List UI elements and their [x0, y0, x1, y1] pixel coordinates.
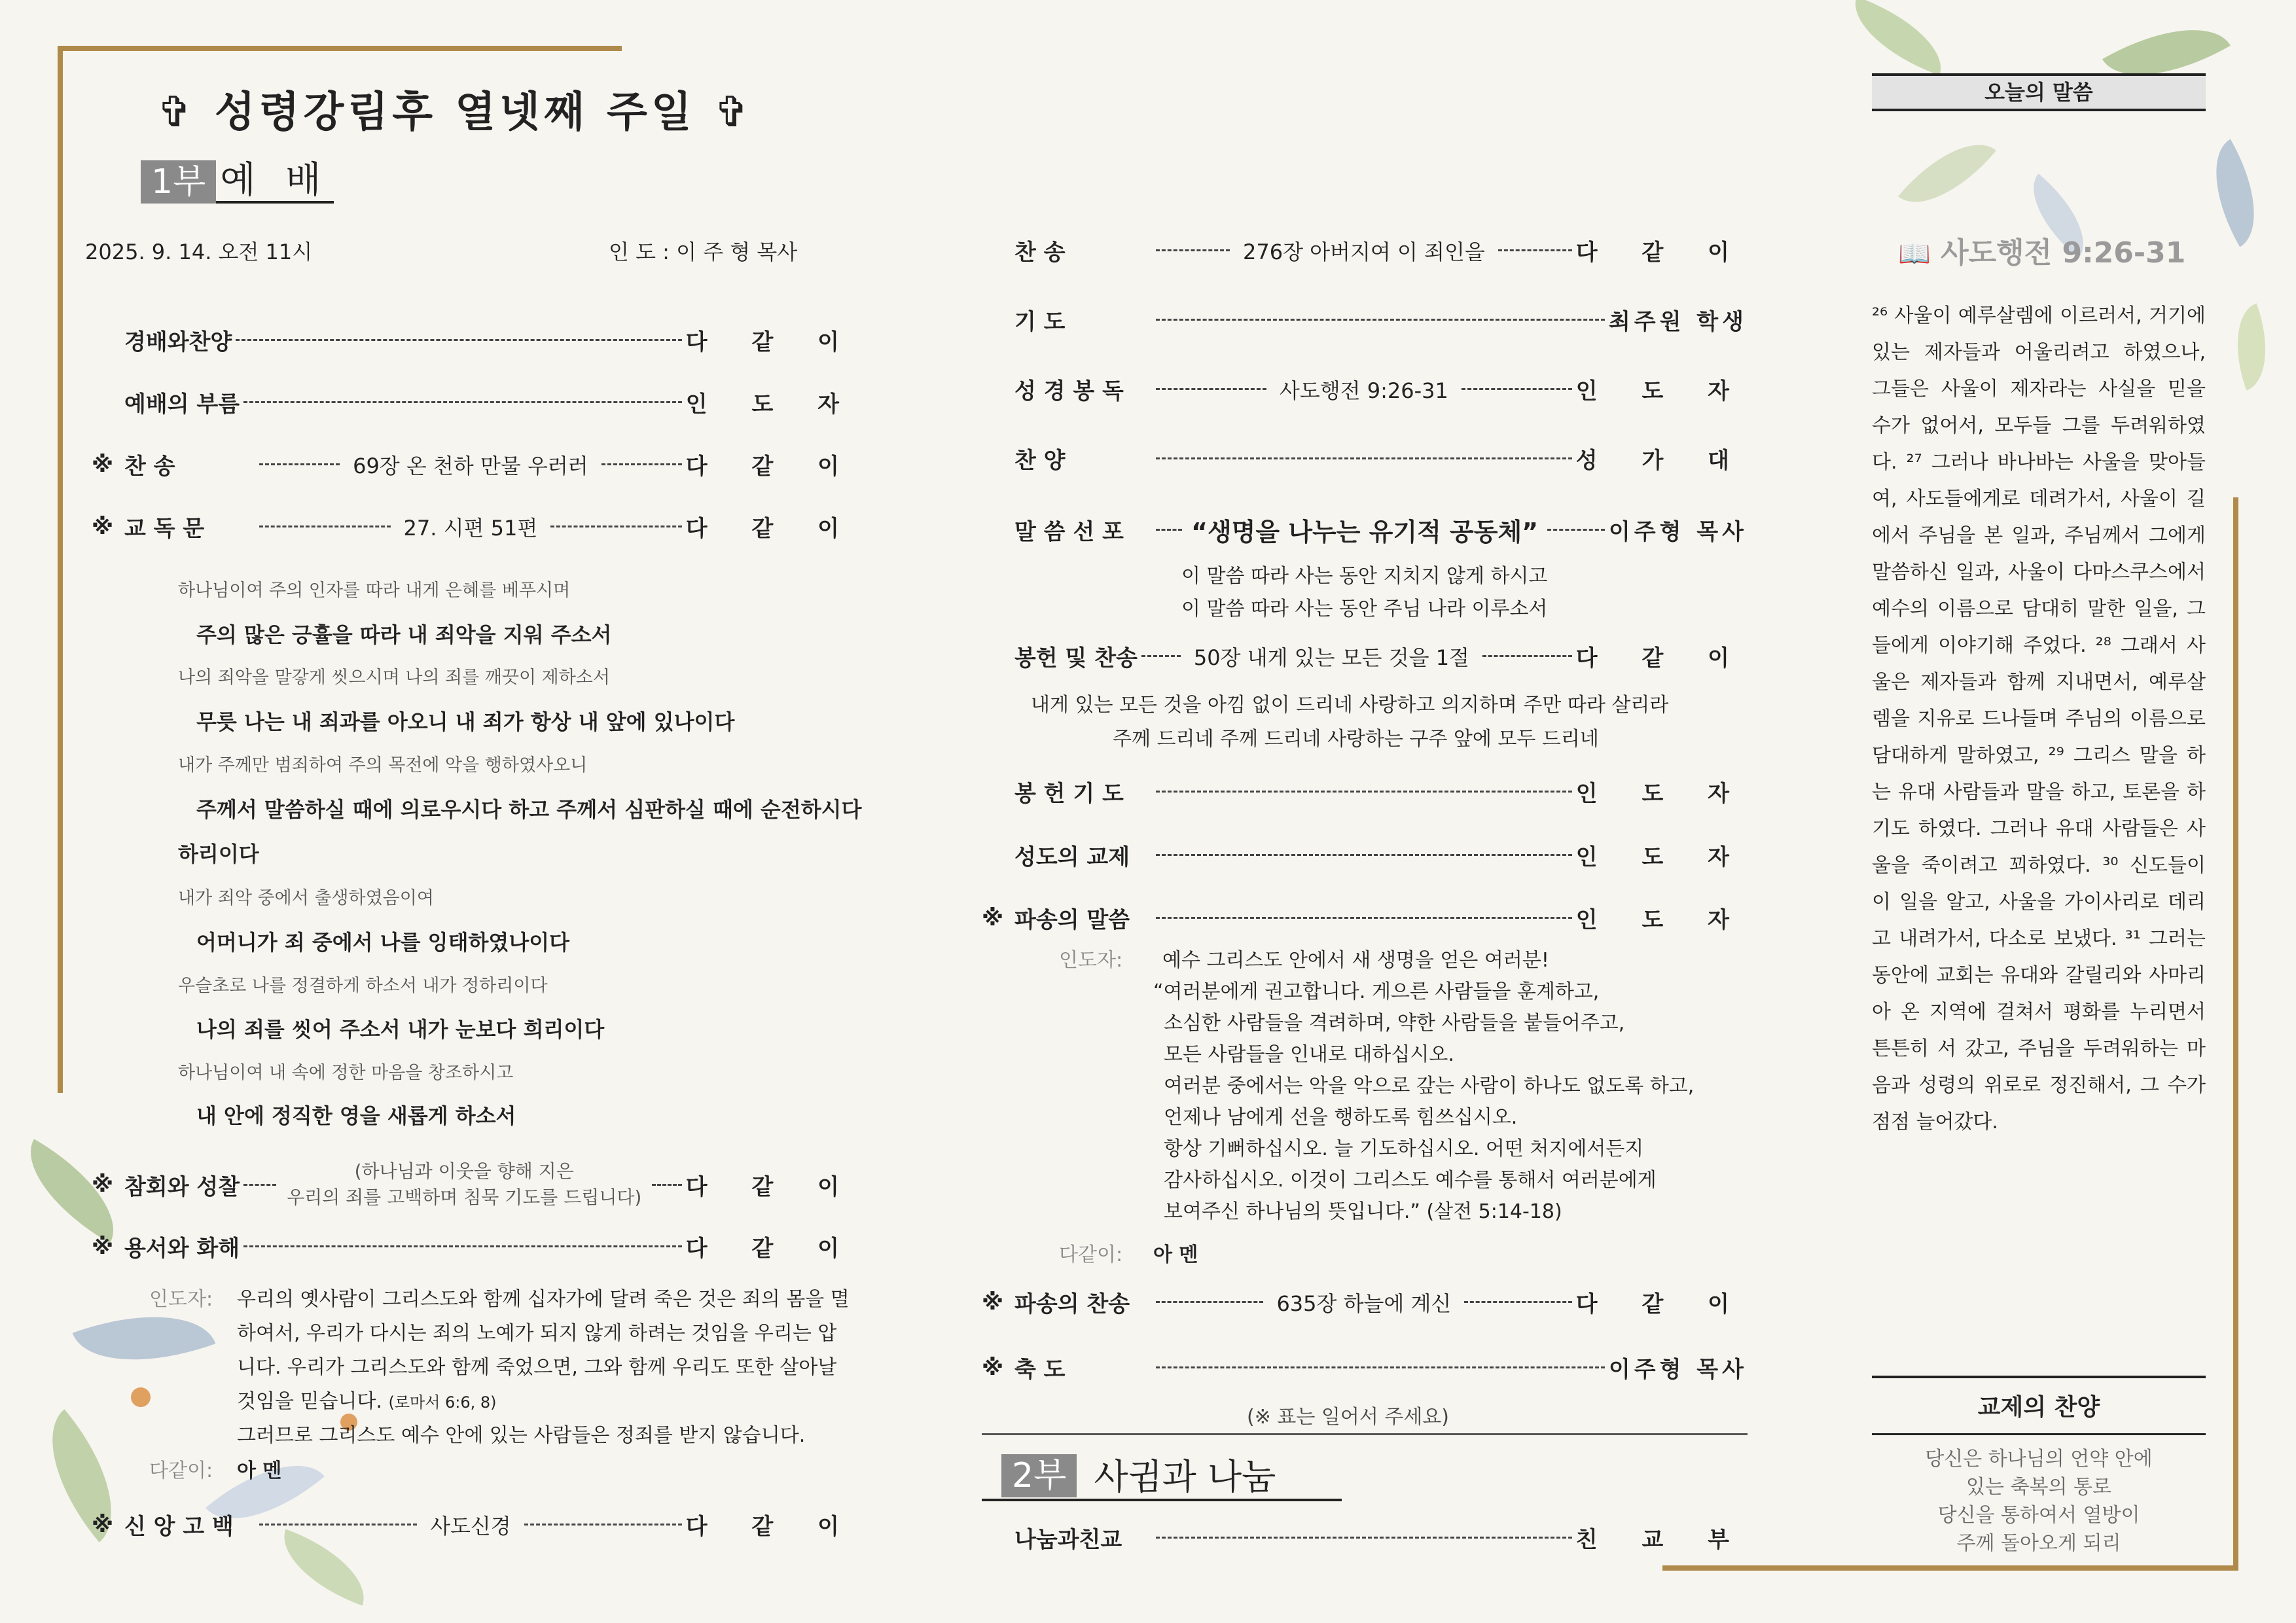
- section2-underline: [982, 1499, 1342, 1501]
- reading-people-line: 무릇 나는 내 죄과를 아오니 내 죄가 항상 내 앞에 있나이다: [196, 709, 735, 734]
- leader-dots: [1156, 854, 1572, 856]
- leader-dots: [1156, 1301, 1263, 1303]
- hymn-line: 당신은 하나님의 언약 안에: [1925, 1448, 2153, 1471]
- row-who: 최주원 학생: [1608, 309, 1748, 335]
- reading-leader-line: 내가 죄악 중에서 출생하였음이여: [178, 888, 434, 908]
- row-who: 다 같 이: [685, 1236, 857, 1262]
- reading-people-line: 주께서 말씀하실 때에 의로우시다 하고 주께서 심판하실 때에 순전하시다: [196, 797, 862, 822]
- leader-dots: [1156, 529, 1182, 531]
- row-mark: ※: [92, 513, 114, 540]
- leader-dots: [1141, 655, 1181, 657]
- reading-leader-line: 우슬초로 나를 정결하게 하소서 내가 정하리이다: [178, 976, 548, 996]
- hymn-line: 당신을 통하여서 열방이: [1937, 1504, 2140, 1527]
- repent-note: [280, 1158, 648, 1211]
- hymn-lyrics: [1872, 1445, 2206, 1558]
- row-who: 인 도 자: [1575, 907, 1748, 933]
- service-date: 2025. 9. 14. 오전 11시: [85, 240, 313, 264]
- row-label: 봉 헌 기 도: [1014, 781, 1124, 807]
- leader-dots: [1464, 1301, 1571, 1303]
- row-who: 이주형 목사: [1608, 1357, 1748, 1383]
- row-middle: 27. 시편 51편: [403, 515, 538, 541]
- reading-leader-line: 내가 주께만 범죄하여 주의 목전에 악을 행하였사오니: [178, 755, 588, 776]
- forgive-line: 것임을 믿습니다.: [237, 1390, 382, 1413]
- sending-line: “여러분에게 권고합니다. 게으른 사람들을 훈계하고,: [1153, 980, 1600, 1003]
- row-middle: 635장 하늘에 계신: [1276, 1291, 1452, 1316]
- leader-dots: [1498, 249, 1572, 251]
- sending-line: 감사하십시오. 이것이 그리스도 예수를 통해서 여러분에게: [1164, 1169, 1657, 1192]
- row-who: 인 도 자: [685, 391, 857, 418]
- row-label: 예배의 부름: [124, 391, 240, 418]
- row-mark: ※: [92, 1511, 114, 1538]
- leader-dots: [259, 1524, 417, 1525]
- frame-right-line: [2233, 497, 2238, 1571]
- order-row: [92, 510, 857, 543]
- leader-dots: [243, 1245, 682, 1247]
- row-label: 교 독 문: [124, 516, 205, 542]
- section1-header: [141, 160, 334, 204]
- row-who: 인 도 자: [1575, 844, 1748, 870]
- sermon-title: “생명을 나누는 유기적 공동체”: [1191, 518, 1539, 546]
- row-label: 나눔과친교: [1014, 1527, 1122, 1553]
- leader-dots: [1156, 388, 1266, 390]
- row-who: 다 같 이: [685, 1514, 857, 1540]
- sending-line: 항상 기뻐하십시오. 늘 기도하십시오. 어떤 처지에서든지: [1164, 1137, 1644, 1160]
- leaf-shape: [131, 1387, 151, 1407]
- leaf-shape: [1841, 0, 1955, 75]
- order-row: [982, 1286, 1748, 1318]
- row-middle: 사도행전 9:26-31: [1279, 378, 1448, 403]
- row-who: 친 교 부: [1575, 1527, 1748, 1553]
- row-label: 용서와 화해: [124, 1236, 240, 1262]
- hymn-header: 교제의 찬양: [1977, 1394, 2100, 1421]
- frame-top-line: [58, 46, 622, 51]
- row-label: 파송의 말씀: [1014, 907, 1130, 933]
- order-row: [92, 1508, 857, 1541]
- sending-line: 소심한 사람들을 격려하며, 약한 사람들을 붙들어주고,: [1164, 1012, 1625, 1035]
- leader-dots: [1156, 1366, 1605, 1368]
- row-label: 참회와 성찰: [124, 1173, 240, 1200]
- row-who: 다 같 이: [685, 1173, 857, 1200]
- leader-dots: [524, 1524, 682, 1525]
- leaf-shape: [1898, 121, 1996, 226]
- stand-note: (※ 표는 일어서 주세요): [1247, 1406, 1449, 1429]
- section2-badge: 2부: [1001, 1454, 1077, 1497]
- row-who: 다 같 이: [685, 516, 858, 542]
- order-row: [982, 442, 1748, 474]
- forgive-amen: 아 멘: [237, 1459, 282, 1482]
- row-label: 파송의 찬송: [1014, 1291, 1130, 1317]
- forgive-line-with-ref: [237, 1385, 497, 1419]
- scripture-text: ²⁶ 사울이 예루살렘에 이르러서, 거기에 있는 제자들과 어울리려고 하였으나, 그들은 사울이 제자라는 사실을 믿을 수가 없어서, 모두들 그를 두려워하였다. ²⁷ 그러나 바나바는 사울을 맞아들여, 사도들에게로 데려가서, 사울이 길에서 주님을 본 일과, 주님께서 그에게 말씀하신 일과, 사울이 다마스쿠스에서 예수의 이름으로 담대히 말한 일을, 그들에게 이야기해 주었다. ²⁸ 그래서 사울은 제자들과 함께 지내면서, 예루살렘을 지유로 드나들며 주님의 이름으로 담대하게 말하였고, ²⁹ 그리스 말을 하는 유대 사람들과 말을 하고, 토론을 하기도 하였다. 그러나 유대 사람들은 사울을 죽이려고 꾀하였다. ³⁰ 신도들이 이 일을 알고, 사울을 가이사리로 데리고 내려가서, 다소로 보냈다. ³¹ 그러는 동안에 교회는 유대와 갈릴리와 사마리아 온 지역에 걸쳐서 평화를 누리면서 튼튼히 서 갔고, 주님을 두려워하는 마음과 성령의 위로로 정진해서, 그 수가 점점 늘어갔다.: [1872, 304, 2206, 1133]
- row-label: 신 앙 고 백: [124, 1514, 234, 1540]
- sermon-sub-line: 이 말씀 따라 사는 동안 주님 나라 이루소서: [1181, 597, 1548, 620]
- row-label: 경배와찬양: [124, 329, 232, 355]
- row-label: 축 도: [1014, 1357, 1066, 1383]
- leader-dots: [1156, 249, 1230, 251]
- sending-amen: 아 멘: [1153, 1243, 1198, 1266]
- leaf-shape: [2219, 303, 2283, 390]
- row-who: 인 도 자: [1575, 378, 1748, 404]
- reading-people-line: 나의 죄를 씻어 주소서 내가 눈보다 희리이다: [196, 1017, 605, 1042]
- forgive-line: 그러므로 그리스도 예수 안에 있는 사람들은 정죄를 받지 않습니다.: [237, 1424, 806, 1447]
- order-row: [982, 304, 1748, 336]
- forgive-line: 우리의 옛사람이 그리스도와 함께 십자가에 달려 죽은 것은 죄의 몸을 멸: [237, 1288, 850, 1311]
- sending-line: 보여주신 하나님의 뜻입니다.” (살전 5:14-18): [1164, 1200, 1562, 1223]
- section2-header: [1001, 1454, 1276, 1497]
- scripture-ref: (로마서 6:6, 8): [388, 1393, 497, 1412]
- row-mark: ※: [982, 1289, 1004, 1315]
- leader-dots: [259, 526, 391, 527]
- row-middle: 276장 아버지여 이 죄인을: [1242, 239, 1485, 264]
- sending-speaker: 인도자:: [1059, 949, 1123, 972]
- row-mark: ※: [982, 1354, 1004, 1381]
- row-label: 기 도: [1014, 309, 1066, 335]
- service-leader: 인 도 : 이 주 형 목사: [609, 240, 798, 264]
- row-label: 찬 송: [1014, 240, 1066, 266]
- leader-dots: [550, 526, 682, 527]
- frame-left-line: [58, 46, 63, 1093]
- hymn-header-underline: [1872, 1433, 2206, 1435]
- page-title: ✞ 성령강림후 열넷째 주일 ✞: [157, 88, 753, 137]
- row-who: 다 같 이: [685, 329, 857, 355]
- row-label: 찬 송: [124, 454, 175, 480]
- hymn-divider: [1872, 1376, 2206, 1378]
- row-middle: 50장 내게 있는 모든 것을 1절: [1193, 645, 1469, 670]
- row-who: 다 같 이: [1575, 240, 1748, 266]
- sermon-sub-line: 이 말씀 따라 사는 동안 지치지 않게 하시고: [1181, 565, 1548, 588]
- repent-note-line: 우리의 죄를 고백하며 침묵 기도를 드립니다): [287, 1186, 642, 1208]
- order-row: [982, 234, 1748, 266]
- section-divider: [982, 1433, 1748, 1435]
- leader-dots: [1482, 655, 1572, 657]
- row-middle: 사도신경: [430, 1513, 511, 1539]
- leader-dots: [601, 463, 682, 465]
- reading-people-line: 어머니가 죄 중에서 나를 잉태하였나이다: [196, 930, 570, 955]
- row-label: 봉헌 및 찬송: [1014, 645, 1138, 671]
- forgive-speaker: 인도자:: [149, 1288, 213, 1311]
- order-row: [92, 324, 857, 356]
- order-row: [982, 1351, 1748, 1383]
- forgive-all-speaker: 다같이:: [149, 1459, 213, 1482]
- order-row: [982, 839, 1748, 871]
- row-who: 이주형 목사: [1608, 519, 1748, 545]
- offering-lyric-line: 내게 있는 모든 것을 아낌 없이 드리네 사랑하고 의지하며 주만 따라 살리라: [1031, 694, 1669, 717]
- row-who: 다 같 이: [1575, 1291, 1748, 1317]
- todays-word-header: 오늘의 말씀: [1872, 73, 2206, 111]
- leader-dots: [1547, 529, 1605, 531]
- leader-dots: [652, 1184, 681, 1186]
- row-who: 성 가 대: [1575, 448, 1748, 474]
- leader-dots: [243, 1184, 276, 1186]
- leader-dots: [1156, 457, 1572, 459]
- row-label: 찬 양: [1014, 448, 1066, 474]
- forgive-line: 니다. 우리가 그리스도와 함께 죽었으면, 그와 함께 우리도 또한 살아날: [237, 1356, 837, 1379]
- book-icon: 📖: [1898, 239, 1931, 269]
- row-who: 인 도 자: [1575, 781, 1748, 807]
- section2-title: 사귐과 나눔: [1094, 1456, 1276, 1497]
- leader-dots: [236, 339, 682, 341]
- section1-badge: 1부: [141, 160, 216, 204]
- row-mark: ※: [982, 904, 1004, 931]
- leaf-shape: [270, 1529, 378, 1605]
- leaf-shape: [2191, 139, 2280, 247]
- reading-people-line: 주의 많은 긍휼을 따라 내 죄악을 지워 주소서: [196, 622, 612, 647]
- order-row: [982, 1522, 1748, 1554]
- sending-line: 모든 사람들을 인내로 대하십시오.: [1164, 1043, 1454, 1066]
- scripture-reference: [1898, 229, 2185, 271]
- row-who: 다 같 이: [685, 454, 857, 480]
- leader-dots: [259, 463, 340, 465]
- sending-line: 여러분 중에서는 악을 악으로 갚는 사람이 하나도 없도록 하고,: [1164, 1075, 1695, 1097]
- row-mark: ※: [92, 451, 114, 478]
- reading-leader-line: 하나님이여 주의 인자를 따라 내게 은혜를 베푸시며: [178, 580, 571, 601]
- row-mark: ※: [92, 1233, 114, 1260]
- hymn-line: 주께 돌아오게 되리: [1956, 1532, 2121, 1555]
- sending-line: 언제나 남에게 선을 행하도록 힘쓰십시오.: [1164, 1106, 1518, 1129]
- leader-dots: [1156, 319, 1605, 321]
- offering-lyric-line: 주께 드리네 주께 드리네 사랑하는 구주 앞에 모두 드리네: [1113, 728, 1599, 751]
- leader-dots: [1156, 1537, 1572, 1539]
- order-row: [982, 373, 1748, 405]
- sending-all-speaker: 다같이:: [1059, 1243, 1123, 1266]
- reading-leader-line: 나의 죄악을 말갛게 씻으시며 나의 죄를 깨끗이 제하소서: [178, 668, 610, 688]
- leader-dots: [1156, 917, 1572, 919]
- leader-dots: [243, 401, 682, 403]
- row-middle: 69장 온 천하 만물 우러러: [353, 453, 588, 478]
- scripture-reference-text: 사도행전 9:26-31: [1941, 236, 2186, 270]
- order-row: [92, 448, 857, 480]
- row-label: 말 씀 선 포: [1014, 519, 1124, 545]
- leader-dots: [1156, 791, 1572, 793]
- hymn-line: 있는 축복의 통로: [1966, 1476, 2111, 1499]
- forgive-line: 하여서, 우리가 다시는 죄의 노예가 되지 않게 하려는 것임을 우리는 압: [237, 1322, 837, 1345]
- order-row: [982, 640, 1748, 672]
- order-row: [92, 386, 857, 418]
- frame-bottom-line: [1662, 1565, 2238, 1571]
- order-row: [92, 1230, 857, 1262]
- order-row: [982, 512, 1748, 548]
- repent-note-line: (하나님과 이웃을 향해 지은: [354, 1160, 574, 1182]
- reading-leader-line: 하나님이여 내 속에 정한 마음을 창조하시고: [178, 1063, 514, 1083]
- order-row: [982, 776, 1748, 808]
- leader-dots: [1462, 388, 1572, 390]
- row-label: 성도의 교제: [1014, 844, 1130, 870]
- reading-people-line: 하리이다: [178, 842, 259, 866]
- row-label: 성 경 봉 독: [1014, 378, 1124, 404]
- section1-title: 예 배: [216, 160, 334, 204]
- reading-people-line: 내 안에 정직한 영을 새롭게 하소서: [196, 1103, 516, 1128]
- order-row: [982, 902, 1748, 934]
- row-who: 다 같 이: [1575, 645, 1748, 671]
- row-mark: ※: [92, 1171, 114, 1198]
- order-row: [92, 1158, 857, 1211]
- sending-line: 예수 그리스도 안에서 새 생명을 얻은 여러분!: [1162, 949, 1549, 972]
